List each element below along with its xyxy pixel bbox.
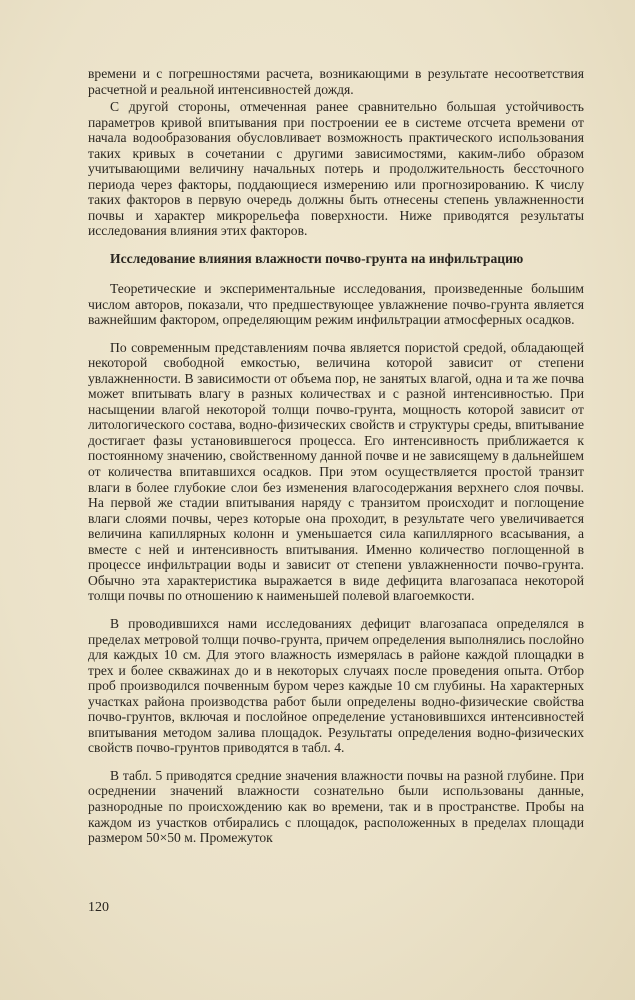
page-body — [88, 66, 584, 848]
paragraph-factors: С другой стороны, отмеченная ранее сравнительно большая устойчивость параметров кривой впитывания при построении ее в системе отсчета времени от начала водообразования обусловливает возможность практического использования таких кривых в сочетании с другими зависимостями, каким-либо образом учитывающими величину начальных потерь и продолжительность бессточного периода через факторы, поддающиеся измерению или прогнозированию. К числу таких факторов в первую очередь должны быть отнесены степень увлажненности почвы и характер микрорельефа поверхности. Ниже приводятся результаты исследования влияния этих факторов. — [88, 99, 584, 239]
paragraph-continuation: времени и с погрешностями расчета, возникающими в результате несоответствия расчетной и реальной интенсивностей дождя. — [88, 66, 584, 97]
page-number: 120 — [88, 900, 109, 915]
paragraph-porous-medium: По современным представлениям почва является пористой средой, обладающей некоторой свободной емкостью, величина которой зависит от степени увлажненности. В зависимости от объема пор, не занятых влагой, одна и та же почва может впитывать влагу в разных количествах и с разной интенсивностью. При насыщении влагой некоторой толщи почво-грунта, мощность которой зависит от литологического состава, водно-физических свойств и структуры среды, впитывание достигает фазы установившегося процесса. Его интенсивность приближается к постоянному значению, свойственному данной почве и не зависящему в дальнейшем от количества впитавшихся осадков. При этом осуществляется простой транзит влаги в более глубокие слои без изменения влагосодержания верхнего слоя почвы. На первой же стадии впитывания наряду с транзитом происходит и поглощение влаги слоями почвы, через которые она проходит, в результате чего увеличивается величина капиллярных колонн и уменьшается сила капиллярного всасывания, а вместе с ней и интенсивность впитывания. Именно количество поглощенной в процессе инфильтрации воды и зависит от степени увлажненности почво-грунта. Обычно эта характеристика выражается в виде дефицита влагозапаса некоторой толщи почвы по отношению к наименьшей полевой влагоемкости. — [88, 339, 584, 604]
section-heading: Исследование влияния влажности почво-грунта на инфильтрацию — [110, 251, 524, 267]
paragraph-moisture-deficit: В проводившихся нами исследованиях дефицит влагозапаса определялся в пределах метровой толщи почво-грунта, причем определения выполнялись послойно для каждых 10 см. Для этого влажность измерялась в районе каждой площадки в трех и более скважинах до и в некоторых случаях после проведения опыта. Отбор проб производился почвенным буром через каждые 10 см глубины. На характерных участках района производства работ были определены водно-физические свойства почво-грунтов, включая и послойное определение установившихся интенсивностей впитывания методом залива площадок. Результаты определения водно-физических свойств почво-грунтов приводятся в табл. 4. — [88, 615, 584, 756]
paragraph-table-5: В табл. 5 приводятся средние значения влажности почвы на разной глубине. При осреднении значений влажности сознательно были использованы данные, разнородные по происхождению как во времени, так и в пространстве. Пробы на каждом из участков отбирались с площадок, расположенных в пределах площади размером 50×50 м. Промежуток — [88, 767, 584, 846]
paragraph-theory: Теоретические и экспериментальные исследования, произведенные большим числом авторов, показали, что предшествующее увлажнение почво-грунта является важнейшим фактором, определяющим режим инфильтрации атмосферных осадков. — [88, 281, 584, 328]
